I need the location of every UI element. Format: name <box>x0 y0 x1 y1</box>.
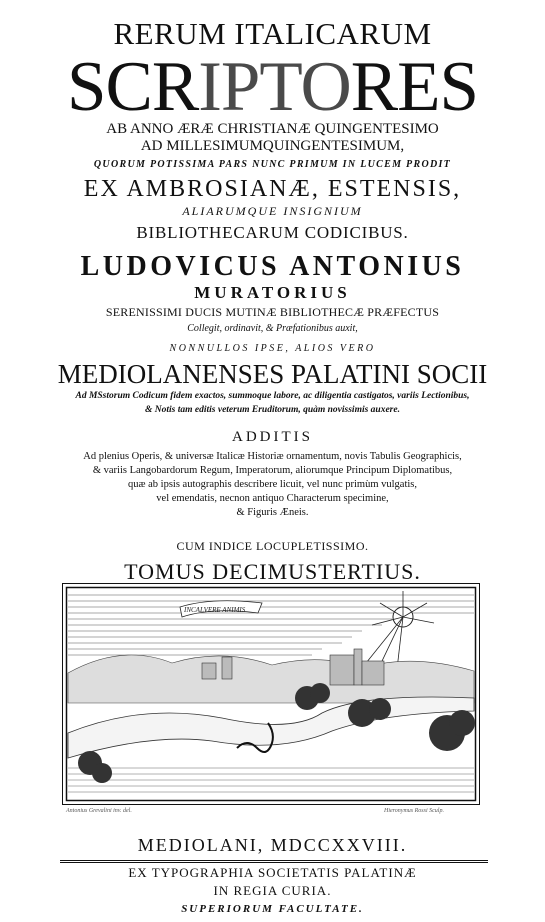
engraving-signature-left: Antonius Grevalini inv. del. <box>66 808 132 814</box>
additis-heading: ADDITIS <box>232 429 313 445</box>
author-others: NONNULLOS IPSE, ALIOS VERO <box>169 343 376 354</box>
imprint-rule <box>60 862 488 863</box>
title-line-ex-ambrosianae: EX AMBROSIANÆ, ESTENSIS, <box>83 176 462 202</box>
additis-line: & Figuris Æneis. <box>236 507 309 518</box>
author-socii: MEDIOLANENSES PALATINI SOCII <box>57 359 488 389</box>
additis-line: & variis Langobardorum Regum, Imperatorum, aliorumque Principum Diplomatibus, <box>92 465 453 476</box>
author-name-line2: MURATORIUS <box>194 283 351 302</box>
landscape-engraving-icon <box>62 583 480 805</box>
title-line-quorum: QUORUM POTISSIMA PARS NUNC PRIMUM IN LUCEM PRODIT <box>93 159 452 170</box>
title-line-bibliothecarum: BIBLIOTHECARUM CODICIBUS. <box>136 223 409 242</box>
author-name-line1: LUDOVICUS ANTONIUS <box>80 251 465 282</box>
imprint-press: EX TYPOGRAPHIA SOCIETATIS PALATINÆ <box>128 865 417 880</box>
title-line-aliarumque: ALIARUMQUE INSIGNIUM <box>182 204 363 218</box>
imprint-rule <box>60 860 488 861</box>
author-contribution: Collegit, ordinavit, & Præfationibus auxit, <box>187 323 358 334</box>
engraving-signature-right: Hieronymus Rossi Sculp. <box>384 808 444 814</box>
title-line-ab-anno: AB ANNO ÆRÆ CHRISTIANÆ QUINGENTESIMO <box>106 121 439 137</box>
title-scriptores-part2: IPTO <box>198 48 351 126</box>
additis-line: vel emendatis, necnon antiquo Characterum specimine, <box>156 493 389 504</box>
imprint-city-year: MEDIOLANI, MDCCXXVIII. <box>137 835 408 855</box>
author-desc-line2: & Notis tam editis veterum Eruditorum, quàm novissimis auxere. <box>145 405 400 415</box>
additis-line: Ad plenius Operis, & universæ Italicæ Historiæ ornamentum, novis Tabulis Geographicis, <box>83 451 462 462</box>
tomus-line: TOMUS DECIMUSTERTIUS. <box>124 559 421 584</box>
additis-line: quæ ab ipsis autographis describere licuit, vel nunc primùm vulgatis, <box>128 479 417 490</box>
title-scriptores-part1: SCR <box>67 48 199 126</box>
title-line-scriptores <box>0 48 545 126</box>
author-desc-line1: Ad MSstorum Codicum fidem exactos, summoque labore, ac diligentia castigatos, variis Lectionibus, <box>75 391 470 401</box>
imprint-permission: SUPERIORUM FACULTATE. <box>181 903 364 915</box>
title-line-ad-millesimum: AD MILLESIMUMQUINGENTESIMUM, <box>140 138 405 154</box>
title-scriptores-part3: RES <box>350 48 478 126</box>
title-line-rerum: RERUM ITALICARUM <box>113 16 432 51</box>
author-position: SERENISSIMI DUCIS MUTINÆ BIBLIOTHECÆ PRÆFECTUS <box>105 305 440 319</box>
engraving-banner: INCALVERE ANIMIS <box>184 606 246 614</box>
imprint-location: IN REGIA CURIA. <box>213 883 332 898</box>
index-line: CUM INDICE LOCUPLETISSIMO. <box>176 539 369 553</box>
